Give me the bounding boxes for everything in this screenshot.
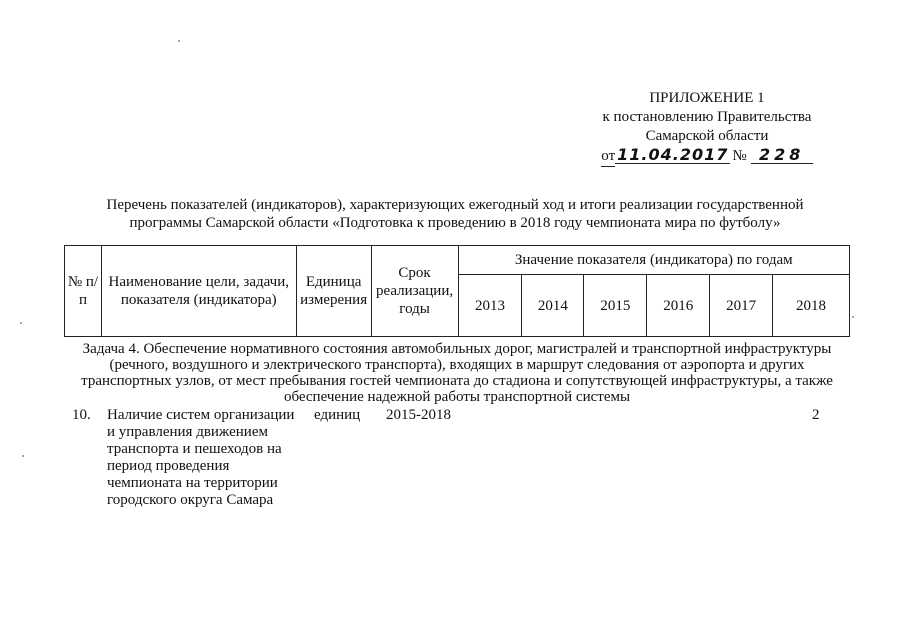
year-header: 2014 (522, 275, 584, 337)
number-prefix: № (732, 148, 747, 164)
col-header-num: № п/п (65, 246, 102, 337)
annex-title: ПРИЛОЖЕНИЕ 1 (649, 90, 765, 106)
date-prefix: от (601, 147, 615, 167)
task-heading: Задача 4. Обеспечение нормативного состояния автомобильных дорог, магистралей и транспортной инфраструктуры (речного, воздушного и электрического транспорта), входящих в маршрут следования от аэропорта и других транспортных узлов, от мест пребывания гостей чемпионата до стадиона и сопутствующей инфраструктуры, а также обеспечение надежной работы транспортной системы (81, 341, 833, 405)
document-title-line: Перечень показателей (индикаторов), характеризующих ежегодный ход и итоги реализации государственной (106, 197, 804, 213)
row-unit: единиц (314, 407, 361, 423)
row-number: 10. (72, 407, 91, 423)
year-header: 2015 (584, 275, 647, 337)
col-header-values: Значение показателя (индикатора) по годам (458, 246, 849, 275)
year-header: 2018 (773, 275, 850, 337)
col-header-term: Срок реализации, годы (371, 246, 458, 337)
year-header: 2016 (647, 275, 710, 337)
annex-line: к постановлению Правительства (602, 109, 812, 125)
document-title (60, 196, 850, 232)
col-header-name: Наименование цели, задачи, показателя (индикатора) (101, 246, 296, 337)
number-handwritten: 228 (751, 146, 813, 164)
scan-speck (22, 455, 24, 457)
year-header: 2013 (458, 275, 522, 337)
row-value-2018: 2 (812, 407, 820, 423)
row-term: 2015-2018 (386, 407, 451, 423)
annex-date-line (587, 146, 827, 167)
col-header-unit: Единица измерения (296, 246, 371, 337)
annex-line: Самарской области (645, 128, 769, 144)
scan-speck (20, 322, 22, 324)
scan-speck (178, 40, 180, 42)
date-handwritten: 11.04.2017 (617, 145, 729, 164)
indicator-table-header (64, 245, 850, 337)
annex-block (587, 89, 827, 167)
year-header: 2017 (710, 275, 773, 337)
document-title-line: программы Самарской области «Подготовка к проведению в 2018 году чемпионата мира по футболу» (129, 215, 781, 231)
row-indicator-name: Наличие систем организации и управления движением транспорта и пешеходов на период проведения чемпионата на территории городского округа Самара (107, 407, 295, 508)
scan-speck (852, 316, 854, 318)
